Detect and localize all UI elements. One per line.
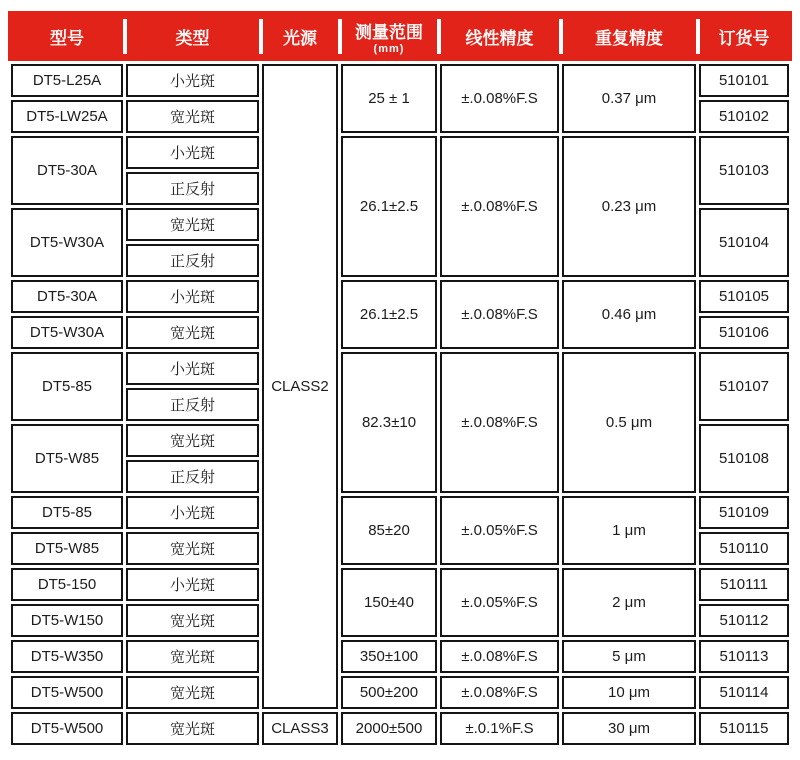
table-row xyxy=(11,640,789,673)
cell-model: DT5-W500 xyxy=(11,712,123,745)
table-row xyxy=(11,64,789,97)
cell-range: 85±20 xyxy=(341,496,437,565)
cell-repeatability: 5 μm xyxy=(562,640,696,673)
table-row xyxy=(11,676,789,709)
cell-model: DT5-W85 xyxy=(11,532,123,565)
cell-range: 500±200 xyxy=(341,676,437,709)
cell-type: 宽光斑 xyxy=(126,640,259,673)
cell-order: 510106 xyxy=(699,316,789,349)
cell-type: 小光斑 xyxy=(126,136,259,169)
cell-type: 正反射 xyxy=(126,388,259,421)
product-spec-table xyxy=(8,8,792,748)
cell-order: 510109 xyxy=(699,496,789,529)
cell-repeatability: 30 μm xyxy=(562,712,696,745)
header-row xyxy=(11,11,789,61)
cell-source: CLASS3 xyxy=(262,712,338,745)
cell-order: 510113 xyxy=(699,640,789,673)
cell-linearity: ±.0.08%F.S xyxy=(440,676,559,709)
cell-type: 宽光斑 xyxy=(126,604,259,637)
cell-range: 2000±500 xyxy=(341,712,437,745)
cell-linearity: ±.0.08%F.S xyxy=(440,136,559,277)
cell-range: 25 ± 1 xyxy=(341,64,437,133)
cell-linearity: ±.0.08%F.S xyxy=(440,64,559,133)
cell-type: 小光斑 xyxy=(126,568,259,601)
cell-repeatability: 0.37 μm xyxy=(562,64,696,133)
cell-type: 正反射 xyxy=(126,172,259,205)
header-repeatability xyxy=(562,11,696,61)
cell-linearity: ±.0.08%F.S xyxy=(440,352,559,493)
cell-model: DT5-85 xyxy=(11,352,123,421)
header-type xyxy=(126,11,259,61)
header-range xyxy=(341,11,437,61)
cell-type: 正反射 xyxy=(126,244,259,277)
cell-type: 小光斑 xyxy=(126,64,259,97)
cell-range: 82.3±10 xyxy=(341,352,437,493)
cell-type: 宽光斑 xyxy=(126,424,259,457)
cell-model: DT5-L25A xyxy=(11,64,123,97)
cell-order: 510101 xyxy=(699,64,789,97)
cell-model: DT5-30A xyxy=(11,280,123,313)
cell-model: DT5-30A xyxy=(11,136,123,205)
cell-model: DT5-W500 xyxy=(11,676,123,709)
cell-source: CLASS2 xyxy=(262,64,338,709)
cell-model: DT5-W85 xyxy=(11,424,123,493)
cell-order: 510112 xyxy=(699,604,789,637)
header-label: 订货号 xyxy=(718,28,770,48)
header-label: 类型 xyxy=(175,28,210,48)
cell-type: 宽光斑 xyxy=(126,316,259,349)
cell-model: DT5-85 xyxy=(11,496,123,529)
table-row xyxy=(11,352,789,385)
cell-model: DT5-W350 xyxy=(11,640,123,673)
cell-order: 510107 xyxy=(699,352,789,421)
cell-repeatability: 10 μm xyxy=(562,676,696,709)
cell-model: DT5-W150 xyxy=(11,604,123,637)
cell-type: 小光斑 xyxy=(126,352,259,385)
cell-order: 510104 xyxy=(699,208,789,277)
header-label: 线性精度 xyxy=(465,28,534,48)
header-source xyxy=(262,11,338,61)
table-row xyxy=(11,136,789,169)
cell-type: 宽光斑 xyxy=(126,100,259,133)
cell-range: 26.1±2.5 xyxy=(341,280,437,349)
cell-type: 宽光斑 xyxy=(126,712,259,745)
table-body xyxy=(11,64,789,745)
header-sublabel: (mm) xyxy=(373,42,405,55)
header-label: 测量范围 xyxy=(355,22,423,42)
cell-order: 510114 xyxy=(699,676,789,709)
header-label: 光源 xyxy=(283,28,317,48)
cell-type: 正反射 xyxy=(126,460,259,493)
cell-type: 宽光斑 xyxy=(126,532,259,565)
table-row xyxy=(11,712,789,745)
cell-model: DT5-LW25A xyxy=(11,100,123,133)
cell-type: 小光斑 xyxy=(126,496,259,529)
cell-linearity: ±.0.08%F.S xyxy=(440,640,559,673)
cell-order: 510103 xyxy=(699,136,789,205)
header-label: 型号 xyxy=(50,28,84,48)
cell-linearity: ±.0.1%F.S xyxy=(440,712,559,745)
header-linearity xyxy=(440,11,559,61)
cell-order: 510105 xyxy=(699,280,789,313)
cell-order: 510111 xyxy=(699,568,789,601)
cell-repeatability: 0.5 μm xyxy=(562,352,696,493)
cell-order: 510102 xyxy=(699,100,789,133)
cell-model: DT5-W30A xyxy=(11,208,123,277)
cell-repeatability: 2 μm xyxy=(562,568,696,637)
cell-order: 510108 xyxy=(699,424,789,493)
table-row xyxy=(11,496,789,529)
cell-linearity: ±.0.05%F.S xyxy=(440,496,559,565)
cell-linearity: ±.0.08%F.S xyxy=(440,280,559,349)
table-row xyxy=(11,568,789,601)
cell-repeatability: 0.23 μm xyxy=(562,136,696,277)
cell-linearity: ±.0.05%F.S xyxy=(440,568,559,637)
header-order xyxy=(699,11,789,61)
cell-repeatability: 0.46 μm xyxy=(562,280,696,349)
table-header xyxy=(11,11,789,61)
header-model xyxy=(11,11,123,61)
cell-order: 510115 xyxy=(699,712,789,745)
cell-type: 宽光斑 xyxy=(126,676,259,709)
table-row xyxy=(11,280,789,313)
cell-type: 宽光斑 xyxy=(126,208,259,241)
cell-model: DT5-W30A xyxy=(11,316,123,349)
cell-range: 350±100 xyxy=(341,640,437,673)
cell-range: 26.1±2.5 xyxy=(341,136,437,277)
header-label: 重复精度 xyxy=(595,28,663,48)
cell-model: DT5-150 xyxy=(11,568,123,601)
cell-type: 小光斑 xyxy=(126,280,259,313)
cell-repeatability: 1 μm xyxy=(562,496,696,565)
cell-order: 510110 xyxy=(699,532,789,565)
cell-range: 150±40 xyxy=(341,568,437,637)
